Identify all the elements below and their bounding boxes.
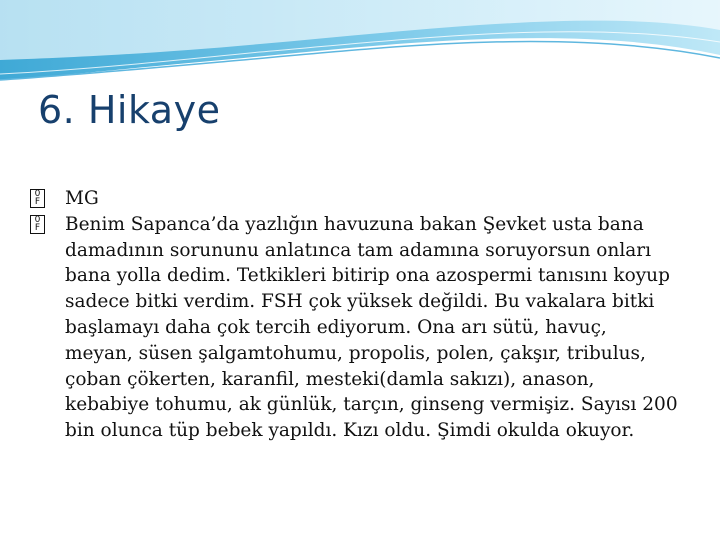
slide-content (30, 186, 680, 444)
missing-glyph-icon: 0 F (30, 189, 45, 208)
header-wave-decoration (0, 0, 720, 90)
bullet-text: MG (65, 188, 99, 209)
missing-glyph-icon: 0 F (30, 215, 45, 234)
slide-title: 6. Hikaye (38, 88, 221, 132)
bullet-item (30, 186, 680, 212)
bullet-text: Benim Sapanca’da yazlığın havuzuna bakan Şevket usta bana damadının sorununu anlatınca tam adamına soruyorsun onları bana yolla dedim. Tetkikleri bitirip ona azospermi tanısını koyup sadece bitki verdim. FSH çok yüksek değildi. Bu vakalara bitki başlamayı daha çok tercih ediyorum. Ona arı sütü, havuç, meyan, süsen şalgamtohumu, propolis, polen, çakşır, tribulus, çoban çökerten, karanfil, mesteki(damla sakızı), anason, kebabiye tohumu, ak günlük, tarçın, ginseng vermişiz. Sayısı 200 bin olunca tüp bebek yapıldı. Kızı oldu. Şimdi okulda okuyor. (65, 213, 678, 442)
bullet-item (30, 212, 680, 444)
